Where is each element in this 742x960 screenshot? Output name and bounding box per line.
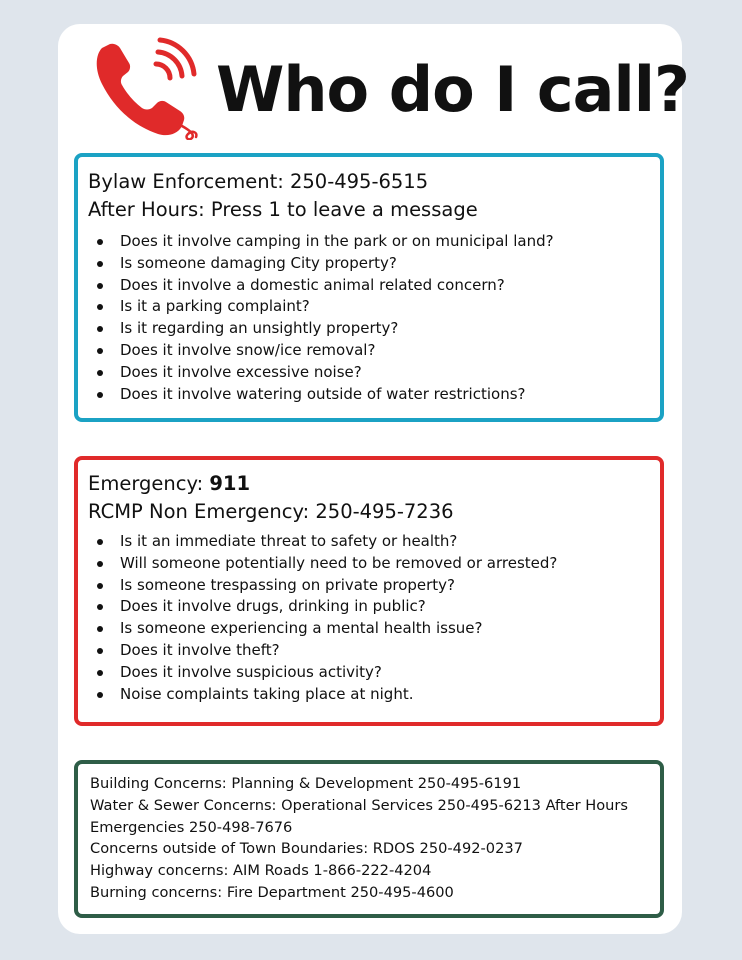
rcmp-non-emergency-line: RCMP Non Emergency: 250-495-7236 xyxy=(88,500,454,523)
page-title: Who do I call? xyxy=(216,53,689,126)
contact-line: Concerns outside of Town Boundaries: RDOS 250-492-0237 xyxy=(90,840,523,858)
other-contacts-section xyxy=(74,760,664,918)
list-item: Does it involve excessive noise? xyxy=(90,362,554,384)
emergency-label: Emergency: xyxy=(88,472,210,495)
contact-line: Emergencies 250-498-7676 xyxy=(90,818,293,836)
contact-line: Building Concerns: Planning & Development 250-495-6191 xyxy=(90,775,522,792)
police-section xyxy=(74,456,664,726)
bylaw-after-hours-line: After Hours: Press 1 to leave a message xyxy=(88,198,478,221)
list-item: Does it involve camping in the park or on municipal land? xyxy=(90,231,554,253)
ringing-phone-icon xyxy=(94,34,204,140)
list-item: Is someone damaging City property? xyxy=(90,253,554,275)
list-item: Is it an immediate threat to safety or health? xyxy=(90,531,557,553)
list-item: Noise complaints taking place at night. xyxy=(90,684,557,706)
list-item: Is someone experiencing a mental health issue? xyxy=(90,618,557,640)
list-item: Does it involve snow/ice removal? xyxy=(90,340,554,362)
bylaw-phone-line: Bylaw Enforcement: 250-495-6515 xyxy=(88,170,429,193)
list-item: Does it involve suspicious activity? xyxy=(90,662,557,684)
list-item: Will someone potentially need to be removed or arrested? xyxy=(90,553,557,575)
list-item: Is someone trespassing on private property? xyxy=(90,575,557,597)
list-item: Does it involve drugs, drinking in public? xyxy=(90,596,557,618)
police-question-list xyxy=(90,531,557,705)
contact-line: Water & Sewer Concerns: Operational Services 250-495-6213 After Hours xyxy=(90,796,629,814)
list-item: Does it involve a domestic animal related concern? xyxy=(90,275,554,297)
emergency-line xyxy=(88,470,454,498)
bylaw-question-list xyxy=(90,231,554,405)
list-item: Does it involve watering outside of water restrictions? xyxy=(90,384,554,406)
list-item: Is it a parking complaint? xyxy=(90,296,554,318)
contact-line: Burning concerns: Fire Department 250-495-4600 xyxy=(90,883,454,901)
emergency-number: 911 xyxy=(209,472,251,495)
bylaw-section xyxy=(74,153,664,422)
list-item: Does it involve theft? xyxy=(90,640,557,662)
list-item: Is it regarding an unsightly property? xyxy=(90,318,554,340)
contact-line: Highway concerns: AIM Roads 1-866-222-4204 xyxy=(90,862,432,880)
